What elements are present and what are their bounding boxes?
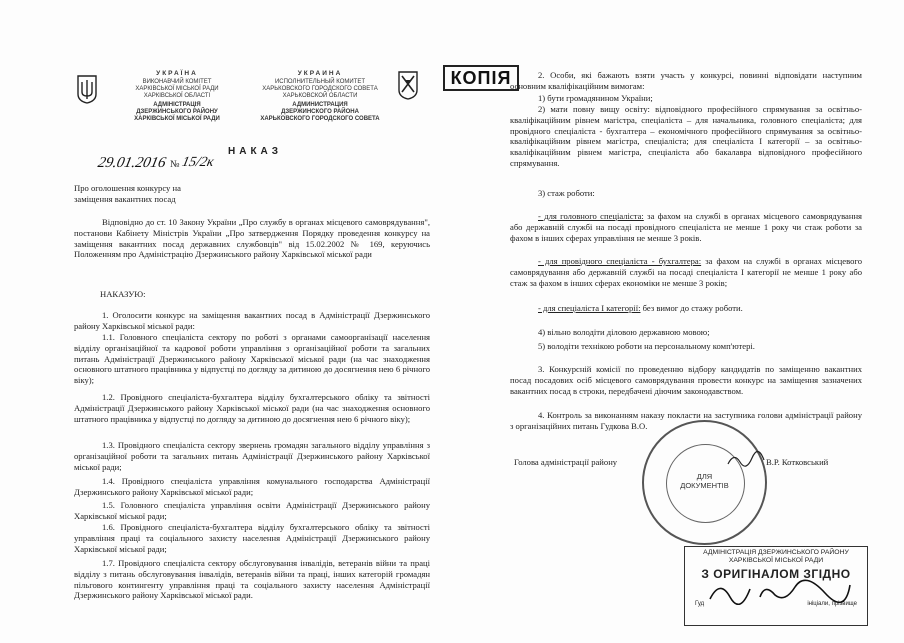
handwritten-date: 29.01.2016 xyxy=(96,155,168,171)
header-ua-line: ХАРКІВСЬКОЇ МІСЬКОЇ РАДИ xyxy=(135,86,219,92)
paragraph-2: 2. Особи, які бажають взяти участь у конкурсі, повинні відповідати наступним основним кваліфікаційним вимогам: xyxy=(510,70,862,91)
kopia-stamp: КОПІЯ xyxy=(443,65,519,91)
round-seal-stamp xyxy=(642,420,767,545)
header-ua-line: ХАРКІВСЬКОЇ ОБЛАСТІ xyxy=(143,93,211,99)
nakazuyu-heading: НАКАЗУЮ: xyxy=(100,289,146,299)
kharkiv-city-emblem xyxy=(397,70,419,100)
requirement-3a-label: - для головного спеціаліста: xyxy=(538,211,644,221)
paragraph-1-1: 1.1. Головного спеціаліста сектору по роботі з органами самоорганізації населення відділу організаційної та кадрової роботи управління з організаційної роботи та загальних питань Адміністрації Дзержинського району Харківської міської ради (на час знаходження основного штатного працівника у відпустці по догляду за дитиною до досягнення нею 6 річного віку); xyxy=(74,332,430,386)
header-ua-line: ХАРКІВСЬКОЇ МІСЬКОЇ РАДИ xyxy=(134,116,220,122)
requirement-3a xyxy=(510,211,862,243)
requirement-2: 2) мати повну вищу освіту: відповідного професійного спрямування за освітньо-кваліфікаційним рівнем магістра, спеціаліста – для начальника, головного спеціаліста; для провідного спеціаліста - бухгалтера – економічного професійного спрямування за освітньо-кваліфікаційним рівнем магістра, спеціаліста; для спеціаліста І категорії – за освітньо-кваліфікаційним рівнем магістра, спеціаліста або бакалавра відповідного професійного спрямування. xyxy=(510,104,862,168)
ukraine-trident-emblem xyxy=(76,74,98,104)
requirement-3b-text: за фахом на службі в органах місцевого самоврядування або державній службі на посаді спеціаліста I категорії не менше 1 року або стаж за фахом в інших сферах економіки не менше 3 років; xyxy=(510,256,862,288)
header-ru-line: ХАРЬКОВСКОГО ГОРОДСКОГО СОВЕТА xyxy=(260,116,380,122)
header-ru-line: ХАРЬКОВСКОЙ ОБЛАСТИ xyxy=(282,93,358,99)
rect-stamp-line: АДМІНІСТРАЦІЯ ДЗЕРЖИНСЬКОГО РАЙОНУ xyxy=(703,549,849,556)
header-ua-block xyxy=(112,70,242,123)
requirement-3b xyxy=(510,256,862,288)
requirement-3c xyxy=(510,303,862,314)
paragraph-1-3: 1.3. Провідного спеціаліста сектору звернень громадян загального відділу управління з організаційної роботи та загальних питань Адміністрації Дзержинського району Харківської міської ради; xyxy=(74,440,430,472)
subject-line: заміщення вакантних посад xyxy=(74,194,176,204)
paragraph-4: 4. Контроль за виконанням наказу покласти на заступника голови адміністрації району з організаційних питань Гудкова В.О. xyxy=(510,410,862,431)
requirement-3a-text: за фахом на службі в органах місцевого самоврядування або державній службі на посаді провідного спеціаліста не менше 1 року чи стаж роботи за фахом в інших сферах управління не менше 3 років. xyxy=(510,211,863,243)
subject-line: Про оголошення конкурсу на xyxy=(74,183,181,193)
requirement-3c-label: - для спеціаліста І категорії: xyxy=(538,303,641,313)
head-title: Голова адміністрації району xyxy=(514,457,618,467)
header-ru-line: ИСПОЛНИТЕЛЬНЫЙ КОМИТЕТ xyxy=(274,79,366,85)
header-ru-line: ХАРЬКОВСКОГО ГОРОДСКОГО СОВЕТА xyxy=(262,86,378,92)
rect-stamp-initials-label: ініціали, прізвище xyxy=(807,601,857,607)
head-name: В.Р. Котковський xyxy=(766,457,829,467)
country-ru: УКРАИНА xyxy=(297,70,343,77)
rect-stamp-title: З ОРИГІНАЛОМ ЗГІДНО xyxy=(701,567,851,581)
order-number-label: № xyxy=(170,159,180,170)
header-ua-line: ВИКОНАВЧИЙ КОМІТЕТ xyxy=(142,79,212,85)
header-ru-line: АДМИНИСТРАЦИЯ xyxy=(292,102,348,108)
paragraph-1-4: 1.4. Провідного спеціаліста управління комунального господарства Адміністрації Дзержинського району Харківської міської ради; xyxy=(74,476,430,497)
paragraph-1-7: 1.7. Провідного спеціаліста сектору обслуговування інвалідів, ветеранів війни та праці відділу з питань обслуговування інвалідів, ветеранів війни та праці, інших категорій громадян пільгового контингенту управління праці та соціального захисту населення Адміністрації Дзержинського району Харківської міської ради. xyxy=(74,558,430,601)
requirement-3c-text: без вимог до стажу роботи. xyxy=(642,303,743,313)
paragraph-1-5: 1.5. Головного спеціаліста управління освіти Адміністрації Дзержинського району Харківської міської ради; xyxy=(74,500,430,521)
requirement-3b-label: - для провідного спеціаліста - бухгалтера: xyxy=(538,256,702,266)
requirement-1: 1) бути громадянином України; xyxy=(538,93,653,103)
round-stamp-text: ДОКУМЕНТІВ xyxy=(680,481,729,490)
paragraph-1: 1. Оголосити конкурс на заміщення вакантних посад в Адміністрації Дзержинського району Харківської міської ради: xyxy=(74,310,430,331)
head-signature xyxy=(726,450,766,468)
order-title: НАКАЗ xyxy=(228,146,283,157)
certified-copy-stamp xyxy=(684,546,868,626)
handwritten-number: 15/2к xyxy=(180,155,216,170)
paragraph-1-2: 1.2. Провідного спеціаліста-бухгалтера відділу бухгалтерського обліку та звітності Адміністрації Дзержинського району Харківської міської ради (на час знаходження основного штатного працівника у відпустці по догляду за дитиною до досягнення нею 6 річного віку); xyxy=(74,392,430,424)
round-stamp-text: ДЛЯ xyxy=(696,472,713,481)
requirement-4: 4) вільно володіти діловою державною мовою; xyxy=(538,327,710,337)
header-ru-block xyxy=(250,70,390,123)
requirement-3: 3) стаж роботи: xyxy=(538,188,595,198)
stamp-signature xyxy=(705,577,855,605)
header-ua-line: АДМІНІСТРАЦІЯ xyxy=(153,102,201,108)
paragraph-1-6: 1.6. Провідного спеціаліста-бухгалтера відділу бухгалтерського обліку та звітності управління праці та соціального захисту населення Адміністрації Дзержинського району Харківської міської ради; xyxy=(74,522,430,554)
header-ru-line: ДЗЕРЖИНСКОГО РАЙОНА xyxy=(281,109,359,115)
paragraph-3: 3. Конкурсній комісії по проведенню відбору кандидатів по заміщенню вакантних посад посадових осіб місцевого самоврядування провести конкурс на заміщення зазначених вакантних посад в строки, передбачені діючим законодавством. xyxy=(510,364,862,396)
header-ua-line: ДЗЕРЖИНСЬКОГО РАЙОНУ xyxy=(136,109,218,115)
country-ua: УКРАЇНА xyxy=(156,70,198,77)
requirement-5: 5) володіти технікою роботи на персональному комп'ютері. xyxy=(538,341,755,351)
rect-stamp-sig-label: Гуд xyxy=(695,601,705,607)
intro-paragraph: Відповідно до ст. 10 Закону України „Про службу в органах місцевого самоврядування", постанови Кабінету Міністрів України „Про затвердження Порядку проведення конкурсу на заміщення вакантних посад державних службовців" від 15.02.2002 № 169, керуючись Положенням про Адміністрацію Дзержинського району Харківської міської ради xyxy=(74,217,430,260)
rect-stamp-line: ХАРКІВСЬКОЇ МІСЬКОЇ РАДИ xyxy=(728,557,824,564)
